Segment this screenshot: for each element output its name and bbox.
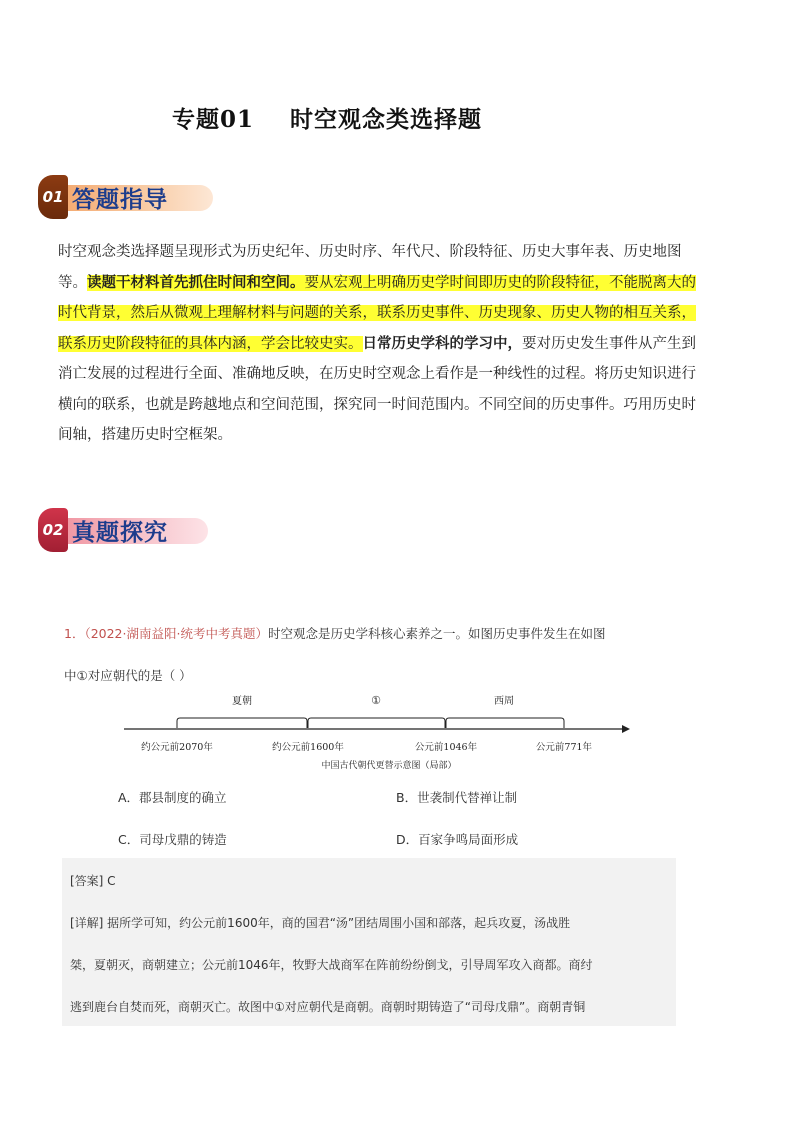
question-source: （2022·湖南益阳·统考中考真题）: [84, 626, 268, 641]
date-label-4: 公元前771年: [535, 742, 593, 753]
question-number: 1．: [64, 626, 85, 641]
brace-unknown: [308, 718, 445, 728]
timeline-figure: [114, 688, 634, 778]
answer-detail-3: 逃到鹿台自焚而死，商朝灭亡。故图中①对应朝代是商朝。商朝时期铸造了“司母戊鼎”。商朝青铜: [70, 1000, 586, 1014]
guide-highlight-text: 要从宏观上明确历史学时间即历史的阶段特征，不能脱离大的时代背景，然后从微观上理解材料与问题的关系，联系历史事件、历史现象、历史人物的相互关系，联系历史阶段特征的具体内涵，学会比较史实。: [58, 274, 696, 352]
section-banner-questions: [38, 508, 208, 552]
guide-paragraph: [58, 237, 698, 451]
page-title: [172, 101, 482, 134]
date-label-1: 约公元前2070年: [141, 742, 213, 753]
section-badge: 01: [38, 175, 68, 219]
question-line-2: 中①对应朝代的是（ ）: [64, 668, 192, 683]
answer-detail-1: [详解] 据所学可知，约公元前1600年，商的国君“汤”团结周围小国和部落，起兵攻夏，汤战胜: [70, 916, 571, 930]
section-badge: 02: [38, 508, 68, 552]
section-label: 真题探究: [72, 519, 168, 546]
guide-text-1: 时空观念类选择题呈现形式为历史纪年、历史时序、年代尺、阶段特征、历史大事年表、历史地图等。: [58, 244, 682, 291]
guide-text-2: 要对历史发生事件从产生到消亡发展的过程进行全面、准确地反映，在历史时空观念上看作是一种线性的过程。将历史知识进行横向的联系，也就是跨越地点和空间范围，探究同一时间范围内。不同空间的历史事件。巧用历史时间轴，搭建历史时空框架。: [58, 335, 696, 443]
answer-box: [62, 858, 676, 1026]
timeline-caption: 中国古代朝代更替示意图（局部）: [321, 761, 457, 771]
option-d[interactable]: D．百家争鸣局面形成: [396, 832, 519, 847]
brace-xia: [177, 718, 307, 728]
option-a[interactable]: A．郡县制度的确立: [118, 790, 227, 805]
brace-xizhou: [446, 718, 564, 728]
period-label-xizhou: 西周: [494, 696, 514, 707]
date-label-2: 约公元前1600年: [272, 742, 344, 753]
title-text: 时空观念类选择题: [290, 106, 483, 133]
question-stem: [64, 620, 704, 690]
answer-detail-2: 桀，夏朝灭，商朝建立；公元前1046年，牧野大战商军在阵前纷纷倒戈，引导周军攻入商都。商纣: [70, 958, 593, 972]
date-label-3: 公元前1046年: [414, 742, 478, 753]
option-c[interactable]: C．司母戊鼎的铸造: [118, 832, 227, 847]
title-number: 专题01: [172, 106, 255, 133]
section-label: 答题指导: [72, 186, 168, 213]
period-label-xia: 夏朝: [232, 696, 252, 707]
period-label-unknown: ①: [371, 694, 381, 707]
timeline-arrow: [622, 725, 630, 733]
option-b[interactable]: B．世袭制代替禅让制: [396, 790, 518, 805]
question-line-1: 时空观念是历史学科核心素养之一。如图历史事件发生在如图: [267, 626, 606, 641]
section-banner-guide: [38, 175, 213, 219]
guide-highlight-bold: 读题干材料首先抓住时间和空间。: [87, 274, 305, 291]
guide-bold-text: 日常历史学科的学习中，: [362, 335, 522, 352]
answer-key: [答案] C: [70, 874, 116, 888]
